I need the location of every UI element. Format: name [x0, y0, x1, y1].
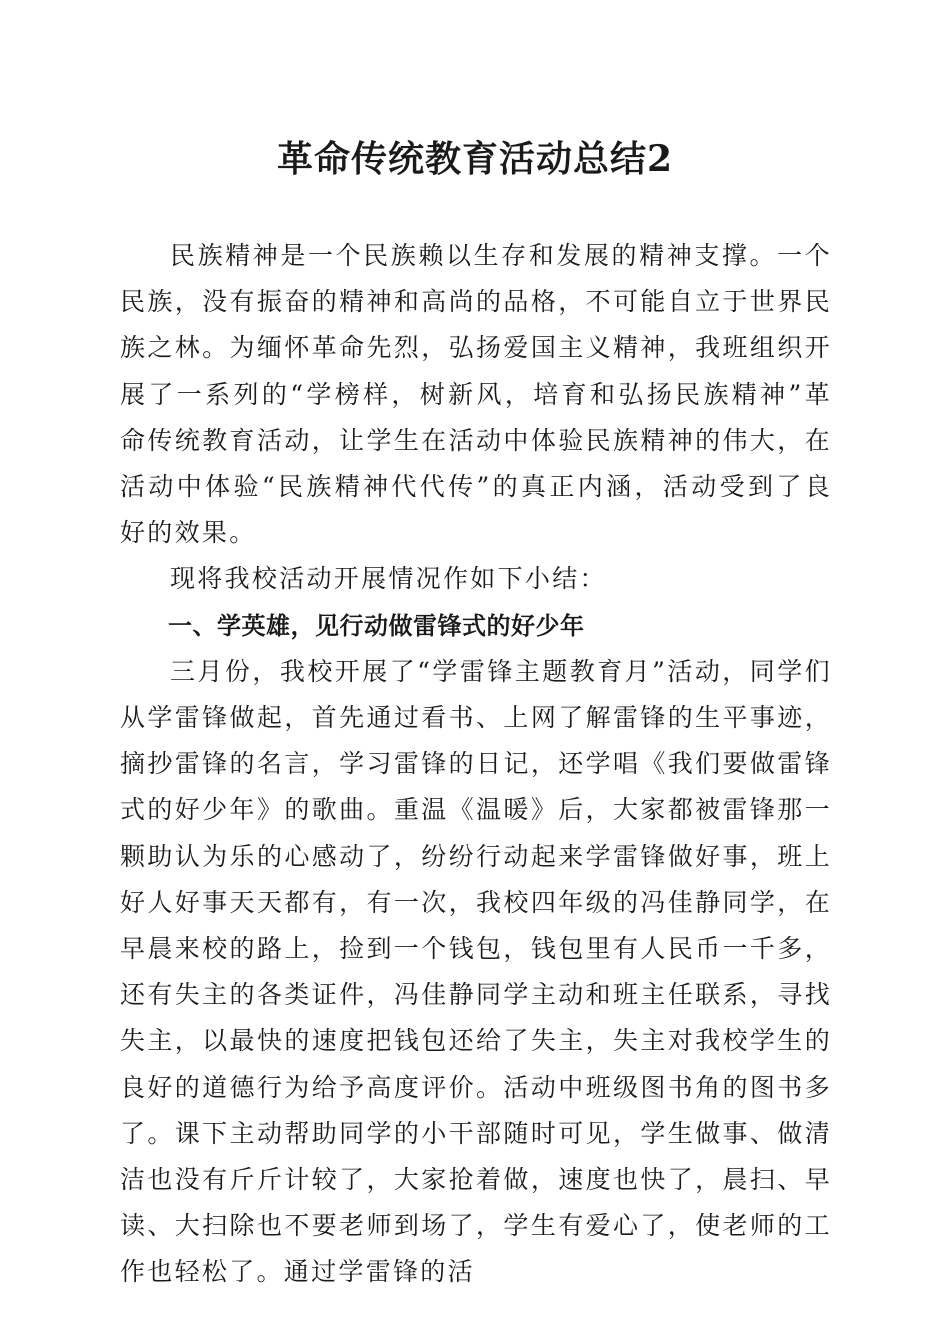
paragraph-summary-lead: 现将我校活动开展情况作如下小结： [170, 564, 607, 594]
paragraph-intro: 民族精神是一个民族赖以生存和发展的精神支撑。一个民族，没有振奋的精神和高尚的品格，不可能自立于世界民族之林。为缅怀革命先烈，弘扬爱国主义精神，我班组织开展了一系列的“学榜样，树新风，培育和弘扬民族精神”革命传统教育活动，让学生在活动中体验民族精神的伟大，在活动中体验“民族精神代代传”的真正内涵，活动受到了良好的效果。 [120, 241, 832, 548]
paragraph-section-1: 三月份，我校开展了“学雷锋主题教育月”活动，同学们从学雷锋做起，首先通过看书、上网了解雷锋的生平事迹，摘抄雷锋的名言，学习雷锋的日记，还学唱《我们要做雷锋式的好少年》的歌曲。重温《温暖》后，大家都被雷锋那一颗助认为乐的心感动了，纷纷行动起来学雷锋做好事，班上好人好事天天都有，有一次，我校四年级的冯佳静同学，在早晨来校的路上，捡到一个钱包，钱包里有人民币一千多，还有失主的各类证件，冯佳静同学主动和班主任联系，寻找失主，以最快的速度把钱包还给了失主，失主对我校学生的良好的道德行为给予高度评价。活动中班级图书角的图书多了。课下主动帮助同学的小干部随时可见，学生做事、做清洁也没有斤斤计较了，大家抢着做，速度也快了，晨扫、早读、大扫除也不要老师到场了，学生有爱心了，使老师的工作也轻松了。通过学雷锋的活 [120, 656, 832, 1287]
document-title: 革命传统教育活动总结2 [276, 138, 674, 180]
document-body [120, 233, 832, 1296]
section-heading-1: 一、学英雄，见行动做雷锋式的好少年 [168, 611, 585, 640]
